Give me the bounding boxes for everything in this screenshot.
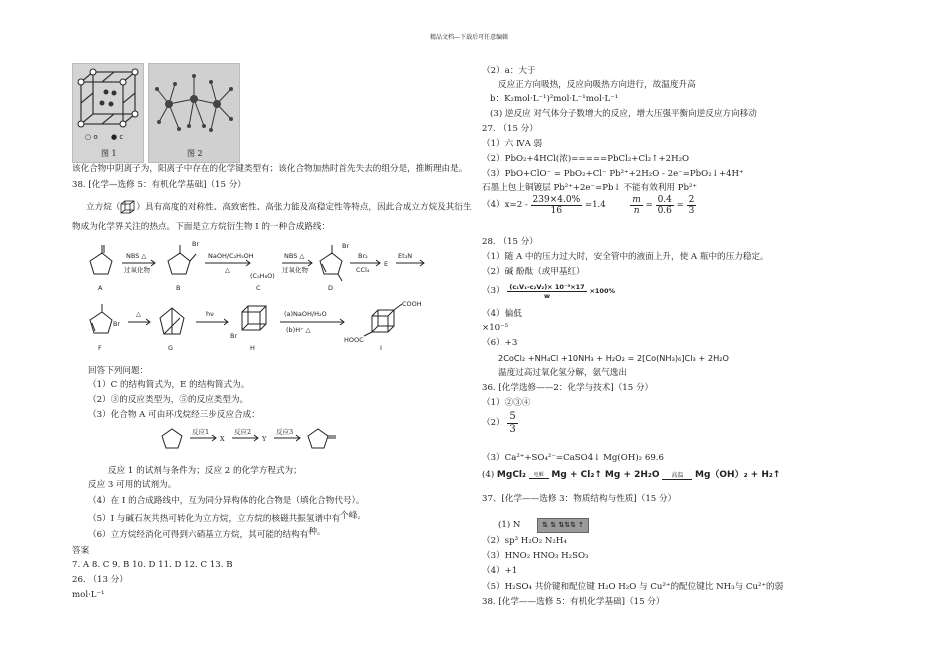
cooh-label: COOH xyxy=(402,300,422,308)
q38-title-right: 38. [化学——选修 5：有机化学基础]（15 分） xyxy=(482,597,665,607)
step-2: 反应2 xyxy=(234,428,252,436)
reagent-naoh-water: (a)NaOH/H₂O xyxy=(284,310,327,318)
orbital-diagram: ⇅ ⇅ ⇅⇅⇅ ↑ xyxy=(537,518,589,533)
r-line-3: b：K₂mol·L⁻¹)²mol·L⁻¹mol·L⁻¹ xyxy=(490,94,619,104)
answer-prompt: 回答下列问题： xyxy=(88,366,149,376)
r-line-17: （6）+3 xyxy=(482,338,518,348)
reagent-et3n: Et₃N xyxy=(398,252,413,260)
r-line-12: （1）随 A 中的压力过大时，安全管中的液面上升，使 A 瓶中的压力稳定。 xyxy=(482,252,769,262)
r-line-8: （3）PbO+ClO⁻ = PbO₂+Cl⁻ Pb²⁺+2H₂O - 2e⁻=PbO₂↓+4H⁺ xyxy=(482,169,744,179)
q38-title: 38. [化学—选修 5：有机化学基础]（15 分） xyxy=(72,180,246,190)
c-formula: (C₅H₆O) xyxy=(250,272,275,280)
sub-question-2: （2）③的反应类型为，⑤的反应类型为。 xyxy=(88,395,249,405)
intro-line2: 物成为化学界关注的热点。下面是立方烷衍生物 I 的一种合成路线： xyxy=(72,222,331,232)
q27-title: 27. （15 分） xyxy=(482,124,538,134)
sub-question-6: （6）立方烷经消化可得到六硝基立方烷，其可能的结构有种。 xyxy=(88,527,326,540)
r-line-1: （2）a：大于 xyxy=(482,66,536,76)
legend-c: ● c xyxy=(111,133,124,141)
r-line-28: （3）HNO₂ HNO₃ H₂SO₃ xyxy=(482,551,589,561)
label-F: F xyxy=(98,344,102,352)
q36-title: 36. [化学选修——2：化学与技术]（15 分） xyxy=(482,383,654,393)
r-line-18: 2CoCl₂ +NH₄Cl +10NH₃ + H₂O₂ = 2[Co(NH₃)₆]Cl₃ + 2H₂O xyxy=(498,353,729,363)
reagent-peroxide-2: 过氧化物 xyxy=(282,266,308,274)
label-A: A xyxy=(98,284,103,292)
hooc-label: HOOC xyxy=(344,336,364,344)
sub-question-5: （5）I 与碱石灰共热可转化为立方烷，立方烷的核磁共振氢谱中有个峰。 xyxy=(88,511,367,524)
r-line-2: 反应正方向吸热，反应向吸热方向进行，故温度升高 xyxy=(498,80,696,90)
br-d: Br xyxy=(342,242,350,250)
unit-line: mol·L⁻¹ xyxy=(72,590,105,600)
label-D: D xyxy=(328,284,334,292)
label-I: I xyxy=(380,344,382,352)
r-line-26: (1) N ⇅ ⇅ ⇅⇅⇅ ↑ xyxy=(498,518,589,533)
synthesis-scheme-row2 xyxy=(80,298,430,358)
synthesis-scheme-row1 xyxy=(80,236,430,296)
reagent-acid-heat: (b)H⁺ △ xyxy=(286,326,311,334)
r-line-30: （5）H₂SO₄ 共价键和配位键 H₂O H₂O 与 Cu²⁺的配位键比 NH₃与 Cu²⁺的弱 xyxy=(482,582,784,592)
r-line-21: （1）②③④ xyxy=(482,398,531,408)
sub-question-3b: 反应 3 可用的试剂为。 xyxy=(88,480,177,490)
reagent-heat-6: △ xyxy=(136,310,141,318)
r-line-4: (3) 逆反应 对气体分子数增大的反应，增大压强平衡向逆反应方向移动 xyxy=(490,109,757,119)
r-line-14: （3） $\frac{\text{(c₁V₁-c₂V₂)× 10⁻³×17}}{w}$ ×100% xyxy=(482,283,615,300)
reagent-peroxide-1: 过氧化物 xyxy=(124,266,150,274)
reagent-naoh-ethanol: NaOH/C₂H₅OH xyxy=(208,252,254,260)
r-line-10: （4）x=2 - $\frac{239\times 4.0\%}{16}$ =1.4 $\frac{m}{n}$ = $\frac{0.4}{0.6}$ = $\frac{2}{3}$ xyxy=(482,195,695,216)
reagent-heat-2: △ xyxy=(225,266,230,274)
reagent-nbs-1: NBS △ xyxy=(126,252,147,260)
answers-title: 答案 xyxy=(72,546,90,556)
cubane-icon xyxy=(120,200,136,214)
sub-question-3: （3）化合物 A 可由环戊烷经三步反应合成： xyxy=(88,410,260,420)
intro-line1: 立方烷（ ）具有高度的对称性、高致密性、高张力能及高稳定性等特点，因此合成立方烷及其衍生 xyxy=(86,200,472,214)
step-1: 反应1 xyxy=(192,428,210,436)
label-H: H xyxy=(250,344,255,352)
label-C: C xyxy=(256,284,261,292)
crystal-figure-1 xyxy=(72,63,144,163)
reagent-nbs-2: NBS △ xyxy=(284,252,305,260)
reagent-hv: hν xyxy=(206,310,214,318)
reagent-ccl4: CCl₄ xyxy=(356,266,370,274)
label-G: G xyxy=(168,344,174,352)
r-line-22: （2） $\frac{5}{3}$ xyxy=(482,411,516,435)
step-3: 反应3 xyxy=(276,428,294,436)
q37-title: 37、[化学——选修 3：物质结构与性质]（15 分） xyxy=(482,494,677,504)
r-line-29: （4）+1 xyxy=(482,566,518,576)
r-line-19: 温度过高过氧化氢分解，氨气逸出 xyxy=(498,368,627,378)
r-line-13: （2）碱 酚酞（或甲基红） xyxy=(482,267,585,277)
cyclopentane-sequence xyxy=(156,424,356,454)
label-B: B xyxy=(176,284,181,292)
sub-question-1: （1）C 的结构简式为，E 的结构简式为。 xyxy=(88,380,250,390)
br-h: Br xyxy=(230,332,238,340)
fig2-caption: 图 2 xyxy=(187,149,203,158)
reagent-br2: Br₂ xyxy=(358,252,368,260)
crystal-figure-2 xyxy=(148,63,240,163)
br-b: Br xyxy=(192,240,200,248)
page-header: 精品文档---下载后可任意编辑 xyxy=(430,34,509,41)
sub-question-3a: 反应 1 的试剂与条件为；反应 2 的化学方程式为； xyxy=(108,466,302,476)
intermediate-y: Y xyxy=(262,435,267,443)
q-line1: 该化合物中阴离子为，阳离子中存在的化学键类型有；该化合物加热时首先失去的组分是，推断理由是。 xyxy=(72,164,468,174)
fig1-caption: 图 1 xyxy=(101,149,117,158)
r-line-27: （2）sp³ H₂O₂ N₂H₄ xyxy=(482,536,567,546)
q26-title: 26. （13 分） xyxy=(72,575,128,585)
r-line-6: （1）六 ⅣA 弱 xyxy=(482,139,543,149)
intermediate-x: X xyxy=(220,435,225,443)
br-f: Br xyxy=(113,320,121,328)
r-line-16: ×10⁻⁵ xyxy=(482,323,509,333)
q28-title: 28. （15 分） xyxy=(482,237,538,247)
r-line-24: (4) MgCl₂ 电解 Mg + Cl₂↑ Mg + 2H₂O 高温 Mg（OH）₂ + H₂↑ xyxy=(482,470,781,480)
r-line-15: （4）偏低 xyxy=(482,309,522,319)
sub-question-4: （4）在 I 的合成路线中，互为同分异构体的化合物是（填化合物代号）。 xyxy=(88,496,365,506)
r-line-7: （2）PbO₂+4HCl(浓)=====PbCl₂+Cl₂↑+2H₂O xyxy=(482,154,690,164)
answers-multiple-choice: 7. A 8. C 9. B 10. D 11. D 12. C 13. B xyxy=(72,560,233,570)
r-line-23: （3）Ca²⁺+SO₄²⁻=CaSO4↓ Mg(OH)₂ 69.6 xyxy=(482,453,664,463)
legend-o: ○ o xyxy=(85,133,98,141)
r-line-9: 石墨上包上铜镀层 Pb²⁺+2e⁻=Pb↓ 不能有效利用 Pb²⁺ xyxy=(482,183,698,193)
label-E: E xyxy=(384,260,389,268)
